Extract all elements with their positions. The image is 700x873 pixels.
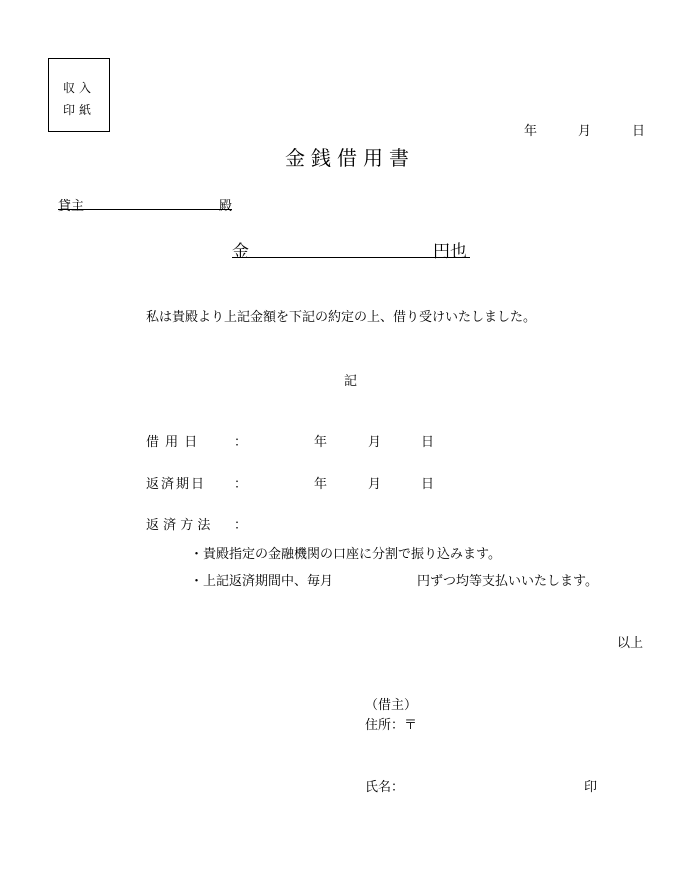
stamp-label-line1: 収入 — [62, 81, 95, 95]
header-date-day: 日 — [632, 124, 646, 139]
borrower-seal-mark: 印 — [584, 780, 598, 795]
repay-date-label: 返済期日 — [146, 477, 207, 492]
amount-suffix: 円也 — [433, 242, 467, 262]
borrow-date-day: 日 — [421, 435, 435, 450]
repay-method-bullet-2-end: 円ずつ均等支払いいたします。 — [417, 574, 598, 589]
borrow-date-colon: ： — [234, 435, 248, 450]
revenue-stamp-box — [48, 58, 110, 132]
amount-underline — [232, 257, 470, 258]
repay-method-bullet-2-start: ・上記返済期間中、毎月 — [190, 574, 334, 589]
borrower-address-label: 住所：〒 — [365, 718, 418, 733]
repay-date-day: 日 — [421, 477, 435, 492]
header-date-year: 年 — [524, 124, 538, 139]
lender-underline — [58, 209, 232, 210]
lender-honorific: 殿 — [219, 199, 233, 214]
ki-heading: 記 — [344, 374, 358, 389]
repay-method-label: 返 済 方 法 — [146, 518, 211, 533]
document-title: 金銭借用書 — [285, 146, 415, 170]
repay-date-colon: ： — [234, 477, 248, 492]
borrower-heading: （借主） — [365, 698, 418, 713]
borrow-date-label: 借 用 日 — [146, 435, 199, 450]
borrower-name-label: 氏名： — [365, 780, 405, 795]
borrow-date-month: 月 — [368, 435, 382, 450]
lender-label: 貸主 — [58, 199, 85, 214]
repay-method-bullet-1: ・貴殿指定の金融機関の口座に分割で振り込みます。 — [190, 547, 501, 562]
amount-prefix: 金 — [232, 242, 249, 262]
repay-method-colon: ： — [234, 518, 248, 533]
repay-date-month: 月 — [368, 477, 382, 492]
stamp-label-line2: 印紙 — [62, 103, 95, 117]
loan-statement: 私は貴殿より上記金額を下記の約定の上、借り受けいたしました。 — [146, 310, 537, 325]
closing-text: 以上 — [617, 636, 644, 651]
header-date-month: 月 — [578, 124, 592, 139]
borrow-date-year: 年 — [314, 435, 328, 450]
repay-date-year: 年 — [314, 477, 328, 492]
